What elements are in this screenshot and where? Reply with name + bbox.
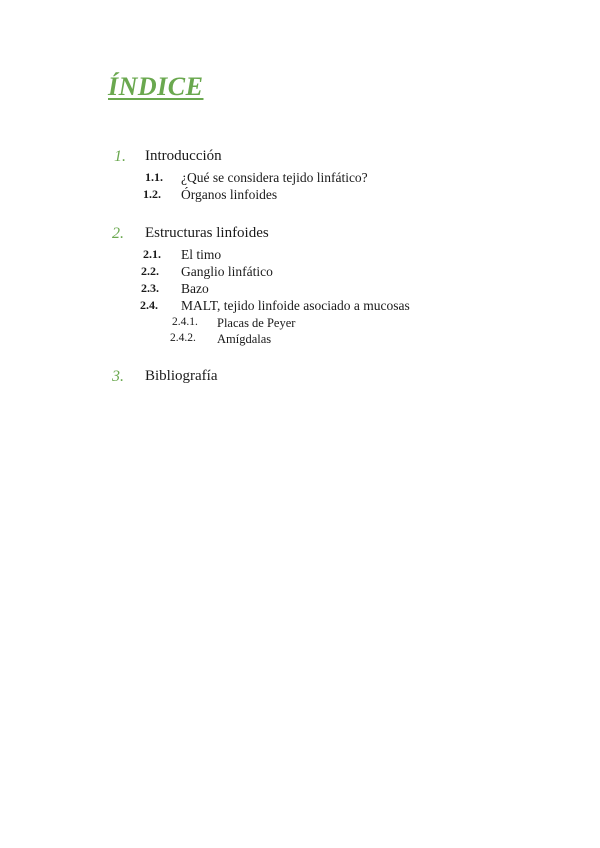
toc-number: 1. — [114, 148, 126, 165]
toc-label: ¿Qué se considera tejido linfático? — [181, 170, 368, 185]
toc-label: Amígdalas — [217, 332, 272, 346]
toc-number: 2.3. — [141, 281, 159, 295]
toc-label: Bazo — [181, 281, 209, 296]
toc-label: Ganglio linfático — [181, 264, 273, 279]
toc-label: Introducción — [145, 148, 222, 164]
toc-label: Placas de Peyer — [217, 316, 296, 330]
toc-number: 1.1. — [145, 170, 163, 184]
toc-label: Órganos linfoides — [181, 187, 278, 202]
toc-label: Estructuras linfoides — [145, 225, 269, 241]
toc-number: 2.1. — [143, 247, 161, 261]
toc-number: 2. — [112, 225, 124, 242]
index-title: ÍNDICE — [108, 72, 204, 101]
toc-number: 2.4. — [140, 298, 158, 312]
toc-number: 2.4.1. — [172, 316, 198, 328]
toc-number: 2.2. — [141, 264, 159, 278]
toc-number: 1.2. — [143, 187, 161, 201]
toc-number: 3. — [112, 368, 124, 385]
toc-label: MALT, tejido linfoide asociado a mucosas — [181, 298, 410, 313]
toc-number: 2.4.2. — [170, 332, 196, 344]
toc-label: Bibliografía — [145, 368, 218, 384]
toc-label: El timo — [181, 247, 222, 262]
